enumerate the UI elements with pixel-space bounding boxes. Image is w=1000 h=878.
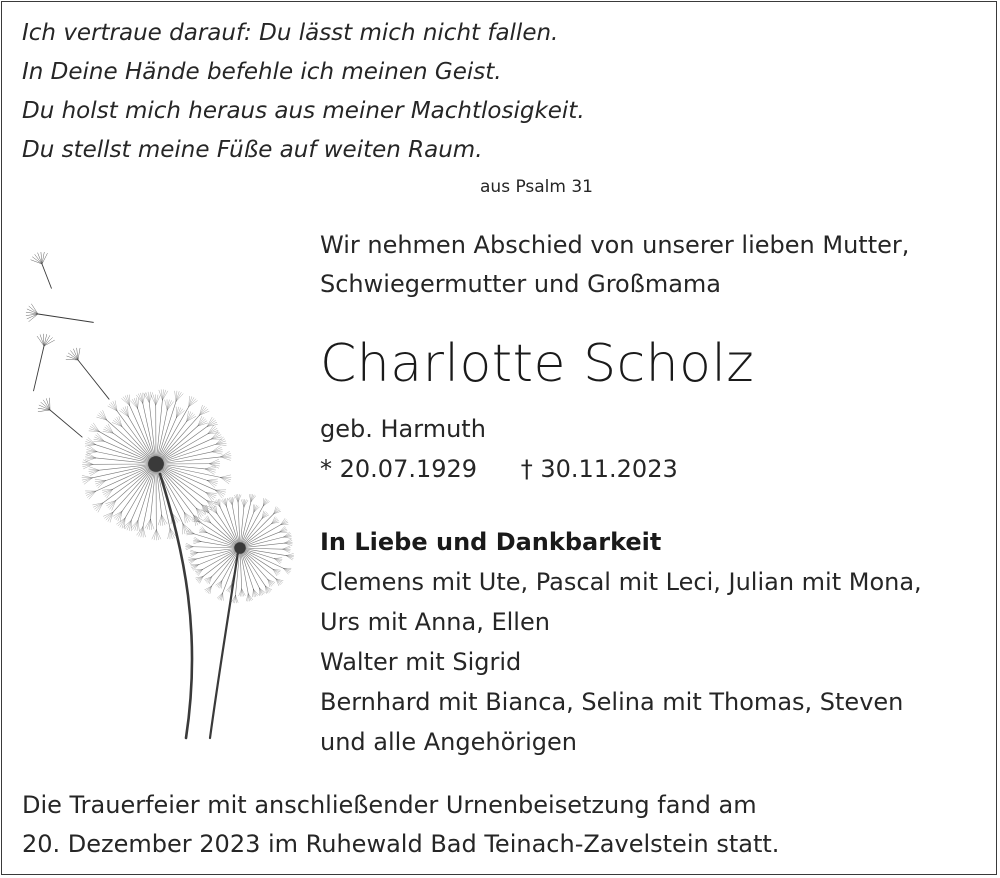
- mourner-line: Bernhard mit Bianca, Selina mit Thomas, Steven: [320, 688, 904, 716]
- psalm-source: aus Psalm 31: [480, 177, 593, 197]
- psalm-line: Ich vertraue darauf: Du lässt mich nicht fallen.: [22, 20, 559, 46]
- mourners-list: [320, 562, 922, 762]
- mourner-line: Clemens mit Ute, Pascal mit Leci, Julian mit Mona,: [320, 568, 922, 596]
- birth-date: * 20.07.1929: [320, 455, 478, 483]
- psalm-line: Du holst mich heraus aus meiner Machtlosigkeit.: [22, 98, 585, 124]
- funeral-info-line: 20. Dezember 2023 im Ruhewald Bad Teinach-Zavelstein statt.: [22, 830, 780, 858]
- maiden-name: geb. Harmuth: [320, 415, 486, 443]
- psalm-line: Du stellst meine Füße auf weiten Raum.: [22, 137, 483, 163]
- death-date: † 30.11.2023: [520, 455, 678, 483]
- intro-line: Wir nehmen Abschied von unserer lieben Mutter,: [320, 231, 910, 259]
- mourner-line: und alle Angehörigen: [320, 728, 577, 756]
- mourners-heading: In Liebe und Dankbarkeit: [320, 528, 662, 556]
- psalm-line: In Deine Hände befehle ich meinen Geist.: [22, 59, 502, 85]
- deceased-name: Charlotte Scholz: [320, 334, 755, 394]
- mourner-line: Urs mit Anna, Ellen: [320, 608, 550, 636]
- life-dates: [320, 455, 678, 483]
- intro-line: Schwiegermutter und Großmama: [320, 270, 722, 298]
- dandelion-icon: [24, 252, 314, 752]
- psalm-quote: [22, 14, 585, 170]
- funeral-info-line: Die Trauerfeier mit anschließender Urnenbeisetzung fand am: [22, 791, 757, 819]
- mourner-line: Walter mit Sigrid: [320, 648, 522, 676]
- funeral-info: [22, 786, 779, 864]
- farewell-intro: [320, 226, 909, 304]
